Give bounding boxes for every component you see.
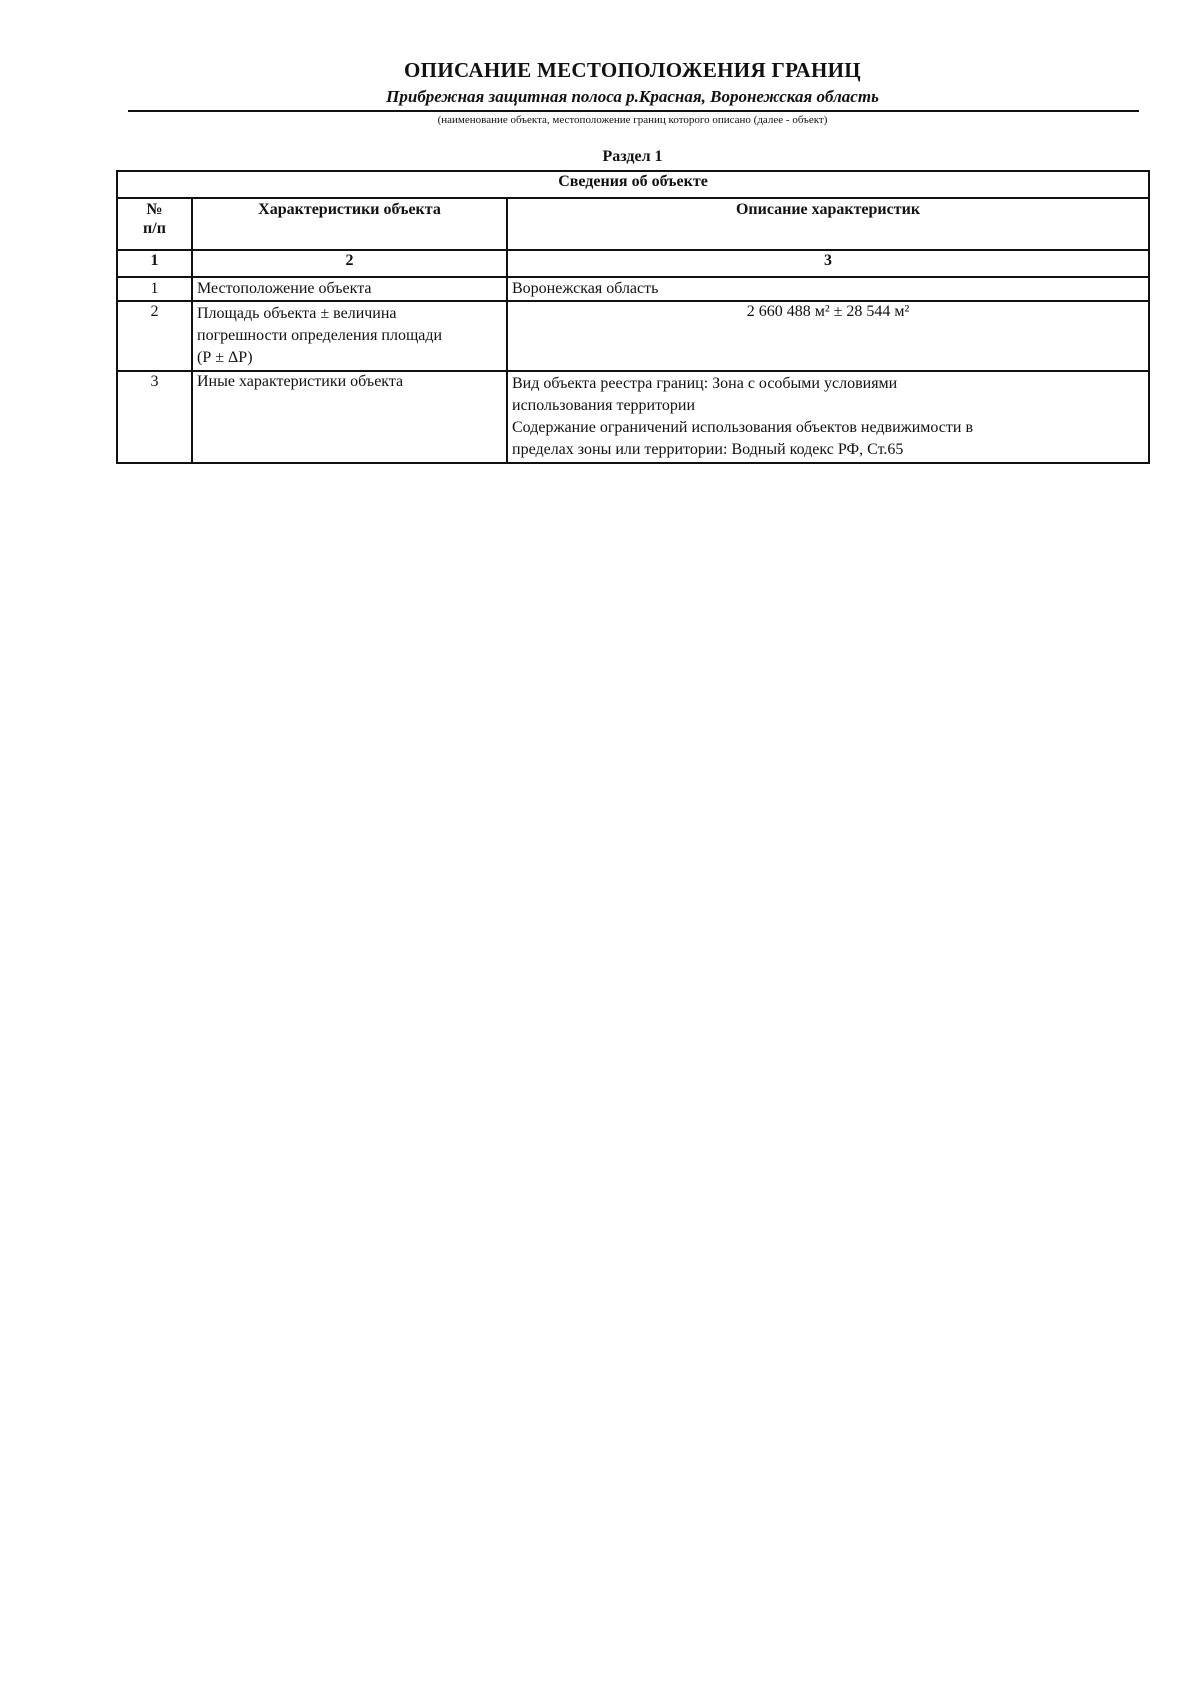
row-characteristic-line: Площадь объекта ± величина [197, 305, 397, 322]
column-index-2: 2 [192, 250, 507, 277]
object-name: Прибрежная защитная полоса р.Красная, Воронежская область [386, 87, 879, 106]
document-title: ОПИСАНИЕ МЕСТОПОЛОЖЕНИЯ ГРАНИЦ [404, 58, 861, 82]
row-description-line: Содержание ограничений использования объектов недвижимости в [512, 419, 973, 436]
object-info-table [116, 170, 1150, 464]
row-number: 1 [117, 277, 192, 301]
column-header-characteristic: Характеристики объекта [192, 198, 507, 250]
row-characteristic: Иные характеристики объекта [192, 371, 507, 463]
column-header-num-line2: п/п [143, 220, 166, 237]
column-header-num-line1: № [146, 201, 163, 218]
table-header-row [117, 198, 1149, 250]
row-number: 2 [117, 301, 192, 371]
row-description: 2 660 488 м² ± 28 544 м² [507, 301, 1149, 371]
section-heading: Раздел 1 [602, 148, 663, 165]
row-number: 3 [117, 371, 192, 463]
row-description-line: использования территории [512, 397, 696, 414]
table-row [117, 301, 1149, 371]
row-description [507, 371, 1149, 463]
column-index-1: 1 [117, 250, 192, 277]
row-characteristic: Местоположение объекта [192, 277, 507, 301]
table-banner-row [117, 171, 1149, 198]
column-header-description: Описание характеристик [507, 198, 1149, 250]
object-name-caption: (наименование объекта, местоположение границ которого описано (далее - объект) [437, 114, 828, 126]
table-banner: Сведения об объекте [117, 171, 1149, 198]
column-header-num [117, 198, 192, 250]
row-description: Воронежская область [507, 277, 1149, 301]
row-characteristic-line: погрешности определения площади [197, 327, 443, 344]
table-index-row [117, 250, 1149, 277]
row-characteristic [192, 301, 507, 371]
title-underline [128, 110, 1139, 112]
row-characteristic-line: (Р ± ΔР) [197, 349, 253, 366]
row-description-line: пределах зоны или территории: Водный кодекс РФ, Ст.65 [512, 441, 904, 458]
table-row [117, 371, 1149, 463]
table-row [117, 277, 1149, 301]
column-index-3: 3 [507, 250, 1149, 277]
row-description-line: Вид объекта реестра границ: Зона с особыми условиями [512, 375, 898, 392]
